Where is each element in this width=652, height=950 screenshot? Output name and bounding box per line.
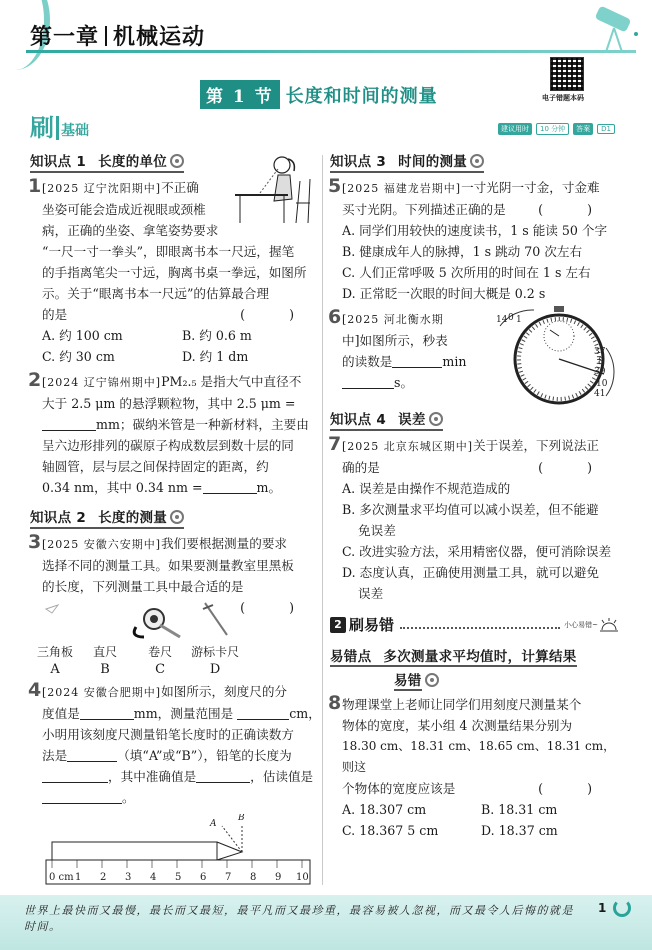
kp-title: 时间的测量	[398, 154, 468, 170]
target-icon	[429, 412, 443, 426]
question-source: [2024 辽宁锦州期中]	[42, 376, 162, 389]
tool-letter: C	[155, 662, 166, 677]
easy-error-icon: 2	[330, 617, 346, 633]
tool-name: 三角板	[37, 645, 74, 659]
question-text: PM₂.₅ 是指大气中直径不	[161, 374, 302, 389]
svg-text:0: 0	[508, 313, 514, 323]
option-c[interactable]: C. 18.367 5 cm	[342, 823, 439, 838]
qr-caption: 电子错题本码	[542, 94, 584, 102]
question-8-options	[330, 799, 620, 841]
question-text: 关于误差，下列说法正	[473, 438, 600, 453]
tool-letter: B	[100, 662, 110, 677]
kp-title: 误差	[398, 412, 426, 428]
triangle-ruler-icon	[40, 599, 70, 629]
svg-text:0 cm: 0 cm	[49, 872, 74, 883]
svg-text:3: 3	[125, 872, 132, 883]
tool-name: 直尺	[93, 645, 118, 659]
section-name: 长度和时间的测量	[285, 85, 438, 107]
question-8	[330, 694, 620, 799]
svg-text:10: 10	[296, 872, 309, 883]
question-1	[30, 177, 322, 325]
question-number: 3	[28, 531, 42, 553]
kp-title: 长度的单位	[98, 154, 168, 170]
question-7	[330, 435, 620, 478]
tool-option-b[interactable]	[80, 599, 130, 677]
question-text: 买寸光阴。下列描述正确的是	[342, 202, 506, 217]
question-text: 一寸光阴一寸金，寸金难	[461, 180, 600, 195]
question-text: “一尺一寸一拳头”，即眼离书本一尺远，握笔	[42, 244, 295, 259]
chapter-separator	[105, 26, 107, 46]
kp-num: 知识点 4	[330, 412, 387, 428]
question-source: [2025 福建龙岩期中]	[342, 182, 462, 195]
question-text: 的读数是	[342, 354, 393, 369]
answer-paren[interactable]: ( )	[538, 781, 612, 796]
svg-text:7: 7	[225, 872, 232, 883]
option-b[interactable]: B. 健康成年人的脉搏，1 s 跳动 70 次左右	[342, 244, 583, 259]
tool-option-d[interactable]	[190, 599, 240, 677]
kp-title: 长度的测量	[98, 510, 168, 526]
svg-text:41: 41	[594, 389, 606, 399]
column-divider	[322, 155, 323, 885]
tool-option-c[interactable]	[130, 599, 190, 677]
answer-page: D1	[597, 124, 615, 134]
tool-letter: D	[209, 662, 221, 677]
answer-blank[interactable]	[42, 790, 122, 804]
question-4	[30, 681, 322, 808]
telescope-icon	[588, 6, 640, 54]
page-swirl-icon	[613, 899, 631, 917]
option-b-cont: 免误差	[358, 523, 396, 538]
question-text: cm，	[289, 706, 321, 721]
page-footer	[0, 895, 652, 950]
question-1-options	[30, 325, 322, 367]
question-text: 如图所示，刻度尺的分	[161, 684, 288, 699]
option-d[interactable]: D. 约 1 dm	[182, 349, 249, 364]
svg-text:B: B	[238, 814, 245, 823]
svg-text:8: 8	[598, 357, 604, 367]
question-2	[30, 371, 322, 498]
tool-option-a[interactable]	[30, 599, 80, 677]
answer-blank[interactable]	[342, 375, 394, 389]
page-header	[0, 0, 652, 60]
suggested-time-value: 10 分钟	[536, 123, 569, 135]
option-d[interactable]: D. 正常眨一次眼的时间大概是 0.2 s	[342, 286, 546, 301]
question-text: 度值是	[42, 706, 80, 721]
easy-error-note: 小心易错~	[564, 620, 598, 629]
ep-title: 多次测量求平均值时，计算结果	[383, 649, 577, 665]
question-text: 0.34 nm，其中 0.34 nm =	[42, 480, 203, 495]
question-text: m。	[256, 480, 282, 495]
measuring-tools	[30, 599, 240, 677]
kp-num: 知识点 1	[30, 154, 87, 170]
question-text: 物体的宽度，某小组 4 次测量结果分别为	[342, 718, 573, 733]
answer-blank[interactable]	[67, 748, 117, 762]
easy-error-label: 刷易错	[349, 616, 395, 634]
ep-num: 易错点	[330, 649, 372, 665]
svg-text:4: 4	[150, 872, 157, 883]
brush-char: 刷	[30, 114, 54, 142]
option-d[interactable]: D. 18.37 cm	[481, 823, 558, 838]
question-text: 选择不同的测量工具。如果要测量教室里黑板	[42, 558, 294, 573]
question-number: 1	[28, 175, 42, 197]
question-7-options	[330, 478, 620, 604]
option-b[interactable]: B. 约 0.6 m	[182, 328, 252, 343]
question-number: 2	[28, 369, 42, 391]
answer-paren[interactable]: ( )	[538, 202, 612, 217]
knowledge-point-2-heading	[30, 506, 184, 529]
question-text: ，估读值是	[250, 769, 314, 784]
target-icon	[425, 673, 439, 687]
question-text: s。	[394, 375, 414, 390]
tool-name: 卷尺	[148, 645, 173, 659]
svg-text:2: 2	[100, 872, 107, 883]
svg-text:14: 14	[496, 315, 508, 325]
question-source: [2025 北京东城区期中]	[342, 440, 474, 453]
qr-code-block[interactable]	[540, 57, 600, 107]
question-text: 个物体的宽度应该是	[342, 781, 456, 796]
option-d[interactable]: D. 态度认真，正确使用测量工具，就可以避免	[342, 565, 599, 580]
question-source: [2025 河北衡水期	[342, 313, 444, 326]
question-3	[28, 531, 322, 615]
question-number: 7	[328, 433, 342, 455]
svg-text:37: 37	[594, 347, 606, 357]
question-text: 法是	[42, 748, 68, 763]
question-text: 不正确	[161, 180, 199, 195]
question-text: ，其中准确值是	[108, 769, 197, 784]
ruler-pencil-figure	[44, 814, 314, 886]
right-column	[330, 150, 620, 841]
question-source: [2024 安徽合肥期中]	[42, 686, 162, 699]
option-b[interactable]: B. 多次测量求平均值可以减小误差，但不能避	[342, 502, 599, 517]
option-a[interactable]: A. 约 100 cm	[42, 328, 123, 343]
question-source: [2025 安徽六安期中]	[42, 538, 162, 551]
question-text: 轴圆管，层与层之间保持固定的距离，约	[42, 459, 269, 474]
question-text: 小明用该刻度尺测量铅笔长度时的正确读数方	[42, 727, 294, 742]
svg-text:39: 39	[594, 367, 606, 377]
question-text: 我们要根据测量的要求	[161, 536, 288, 551]
easy-error-banner	[330, 614, 620, 635]
answer-blank[interactable]	[237, 706, 289, 720]
left-column	[30, 150, 322, 890]
qr-code-icon[interactable]	[550, 57, 584, 91]
question-number: 4	[28, 679, 42, 701]
question-text: 示。关于“眼离书本一尺远”的估算最合理	[42, 286, 269, 301]
question-text: min	[442, 354, 467, 369]
question-number: 5	[328, 175, 342, 197]
svg-text:6: 6	[200, 872, 207, 883]
option-b[interactable]: B. 18.31 cm	[481, 802, 558, 817]
option-c[interactable]: C. 改进实验方法，采用精密仪器，便可消除误差	[342, 544, 612, 559]
svg-text:8: 8	[250, 872, 257, 883]
question-text: 。	[122, 790, 135, 805]
question-text: 18.30 cm、18.31 cm、18.65 cm、18.31 cm，则这	[342, 739, 616, 774]
svg-text:1: 1	[516, 315, 522, 325]
question-text: （填“A”或“B”），铅笔的长度为	[117, 748, 292, 763]
chapter-number: 第一章	[30, 25, 100, 50]
answer-label: 答案	[573, 123, 593, 135]
target-icon	[470, 154, 484, 168]
question-text: 病，正确的坐姿、拿笔姿势要求	[42, 223, 219, 238]
section-badge: 第 1 节	[200, 80, 280, 109]
footer-quote: 世界上最快而又最慢，最长而又最短，最平凡而又最珍重，最容易被人忽视，而又最令人后悔的就是时间。	[24, 904, 574, 933]
question-text: 呈六边形排列的碳原子构成数层到数十层的同	[42, 438, 294, 453]
chapter-title	[30, 20, 205, 51]
knowledge-point-3-heading	[330, 150, 484, 173]
answer-paren[interactable]: ( )	[240, 600, 314, 615]
question-text: mm，测量范围是	[133, 706, 234, 721]
svg-text:1: 1	[75, 872, 82, 883]
question-text: 确的是	[342, 460, 380, 475]
question-source: [2025 辽宁沈阳期中]	[42, 182, 162, 195]
answer-blank[interactable]	[42, 769, 108, 783]
option-a[interactable]: A. 误差是由操作不规范造成的	[342, 481, 511, 496]
svg-text:5: 5	[175, 872, 182, 883]
option-c[interactable]: C. 人们正常呼吸 5 次所用的时间在 1 s 左右	[342, 265, 591, 280]
sun-cartoon-icon	[598, 616, 620, 634]
suggested-time-label: 建议用时	[498, 123, 532, 135]
vernier-caliper-icon	[195, 599, 235, 643]
question-5	[330, 177, 620, 220]
answer-blank[interactable]	[392, 354, 442, 368]
svg-text:9: 9	[275, 872, 282, 883]
option-c[interactable]: C. 约 30 cm	[42, 349, 115, 364]
question-text: 的手指离笔尖一寸远，胸离书桌一拳远，如图所	[42, 265, 307, 280]
dotted-leader	[400, 621, 560, 629]
kp-num: 知识点 2	[30, 510, 87, 526]
ep-line-1	[330, 649, 577, 667]
answer-paren[interactable]: ( )	[538, 460, 612, 475]
question-text: 的是	[42, 307, 68, 322]
knowledge-point-4-heading	[330, 408, 443, 431]
answer-blank[interactable]	[80, 706, 134, 720]
time-tags	[498, 123, 615, 135]
header-rule	[26, 50, 636, 53]
target-icon	[170, 154, 184, 168]
brush-bar-decoration	[56, 116, 59, 140]
chapter-name: 机械运动	[113, 25, 206, 50]
option-a[interactable]: A. 18.307 cm	[342, 802, 427, 817]
question-text: 中]如图所示，秒表	[342, 333, 448, 348]
section-title	[200, 80, 438, 109]
answer-paren[interactable]: ( )	[240, 307, 314, 322]
question-text: 的长度，下列测量工具中最合适的是	[42, 579, 244, 594]
tool-letter: A	[50, 662, 60, 677]
question-text: mm；碳纳米管是一种新材料，主要由	[96, 417, 309, 432]
brush-label: 基础	[61, 123, 89, 139]
question-5-options	[330, 220, 620, 304]
answer-blank[interactable]	[42, 417, 96, 431]
tape-measure-icon	[130, 599, 190, 643]
knowledge-point-1-heading	[30, 150, 184, 173]
ep-title-cont: 易错	[394, 673, 422, 689]
svg-text:A: A	[210, 819, 217, 829]
target-icon	[170, 510, 184, 524]
question-number: 8	[328, 692, 342, 714]
answer-blank[interactable]	[203, 480, 257, 494]
question-text: 大于 2.5 μm 的悬浮颗粒物，其中 2.5 μm =	[42, 396, 296, 411]
question-text: 物理课堂上老师让同学们用刻度尺测量某个	[342, 697, 582, 712]
question-text: 坐姿可能会造成近视眼或颈椎	[42, 202, 206, 217]
stopwatch-figure	[494, 304, 624, 409]
answer-blank[interactable]	[196, 769, 250, 783]
tool-name: 游标卡尺	[191, 645, 240, 659]
question-6	[330, 308, 620, 408]
easy-error-point-heading	[330, 645, 577, 690]
sitting-posture-illustration	[230, 151, 320, 226]
kp-num: 知识点 3	[330, 154, 387, 170]
brush-base-banner	[30, 116, 89, 140]
question-number: 6	[328, 306, 342, 328]
svg-text:10: 10	[596, 379, 608, 389]
option-a[interactable]: A. 同学们用较快的速度读书，1 s 能读 50 个字	[342, 223, 608, 238]
page-number: 1	[598, 901, 607, 915]
option-d-cont: 误差	[358, 586, 384, 601]
